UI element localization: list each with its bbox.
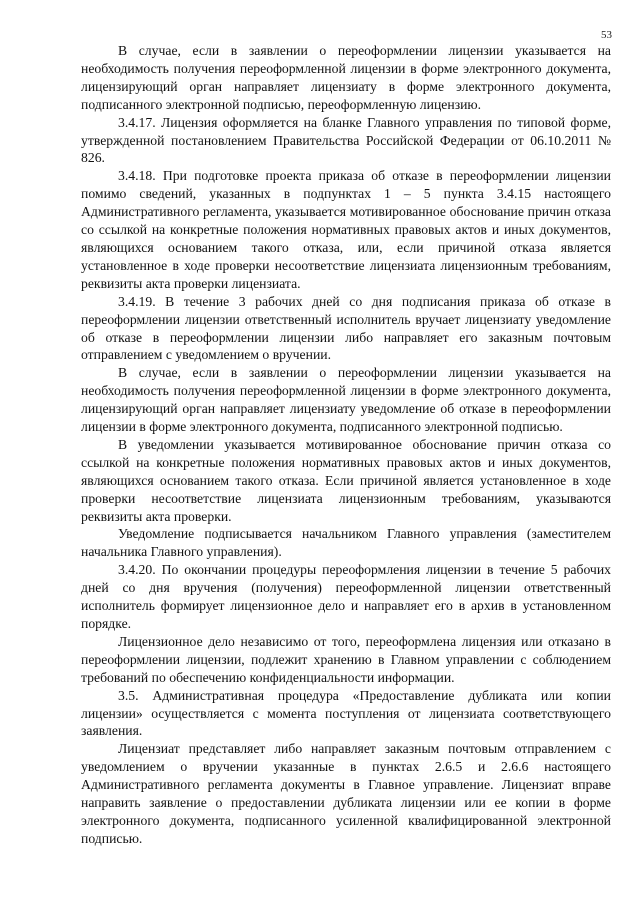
paragraph: Уведомление подписывается начальником Главного управления (заместителем начальника Главного управления). [81, 526, 611, 560]
paragraph: В случае, если в заявлении о переоформлении лицензии указывается на необходимость получения переоформленной лицензии в форме электронного документа, лицензирующий орган направляет лицензиату уведомление об отказе в переоформлении лицензии в форме электронного документа, подписанного электронной подписью. [81, 365, 611, 435]
paragraph: Лицензиат представляет либо направляет заказным почтовым отправлением с уведомлением о вручении указанные в пунктах 2.6.5 и 2.6.6 настоящего Административного регламента документы в Главное управление. Лицензиат вправе направить заявление о предоставлении дубликата лицензии или ее копии в форме электронного документа, подписанного усиленной квалифицированной электронной подписью. [81, 741, 611, 846]
paragraph: 3.4.19. В течение 3 рабочих дней со дня подписания приказа об отказе в переоформлении лицензии ответственный исполнитель вручает лицензиату уведомление об отказе в переоформлении лицензии либо направляет его заказным почтовым отправлением с уведомлением о вручении. [81, 293, 611, 363]
paragraph: В уведомлении указывается мотивированное обоснование причин отказа со ссылкой на конкретные положения нормативных правовых актов и иных документов, являющихся основанием такого отказа. Если причиной является установленное в ходе проверки несоответствие лицензиата лицензионным требованиям, указываются реквизиты акта проверки. [81, 436, 611, 524]
paragraph: 3.4.20. По окончании процедуры переоформления лицензии в течение 5 рабочих дней со дня вручения (получения) переоформленной лицензии ответственный исполнитель формирует лицензионное дело и направляет его в архив в установленном порядке. [81, 562, 611, 631]
document-body [81, 42, 611, 848]
paragraph: Лицензионное дело независимо от того, переоформлена лицензия или отказано в переоформлении лицензии, подлежит хранению в Главном управлении с соблюдением требований по обеспечению конфиденциальности информации. [81, 633, 611, 685]
paragraph: 3.5. Административная процедура «Предоставление дубликата или копии лицензии» осуществляется с момента поступления от лицензиата соответствующего заявления. [81, 687, 611, 739]
page-number: 53 [601, 29, 612, 41]
paragraph: 3.4.18. При подготовке проекта приказа об отказе в переоформлении лицензии помимо сведений, указанных в подпунктах 1 – 5 пункта 3.4.15 настоящего Административного регламента, указывается мотивированное обоснование причин отказа со ссылкой на конкретные положения нормативных правовых актов и иных документов, являющихся основанием такого отказа, или, если причиной отказа является установленное в ходе проверки несоответствие лицензиата лицензионным требованиям, реквизиты акта проверки лицензиата. [81, 168, 611, 291]
paragraph: 3.4.17. Лицензия оформляется на бланке Главного управления по типовой форме, утвержденной постановлением Правительства Российской Федерации от 06.10.2011 № 826. [81, 114, 611, 166]
paragraph: В случае, если в заявлении о переоформлении лицензии указывается на необходимость получения переоформленной лицензии в форме электронного документа, лицензирующий орган направляет лицензиату в форме электронного документа, подписанного электронной подписью, переоформленную лицензию. [81, 43, 611, 112]
